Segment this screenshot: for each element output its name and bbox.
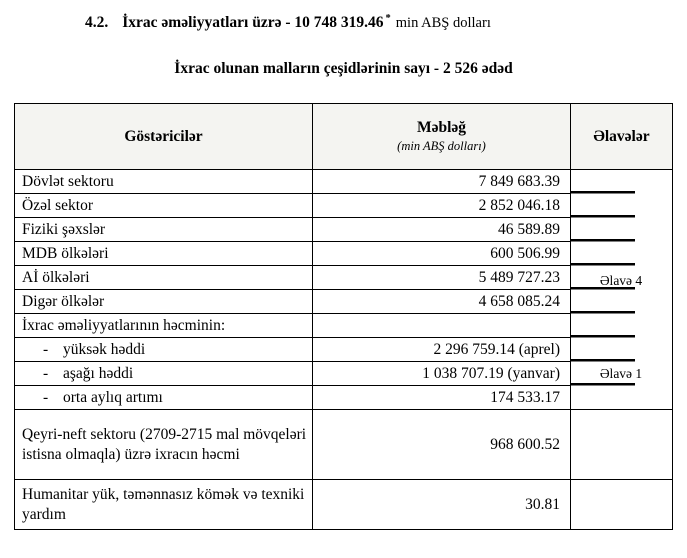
indicator-label: aşağı həddi xyxy=(63,364,134,382)
amount-cell: 5 489 727.23 xyxy=(313,266,571,290)
table-row xyxy=(15,410,673,480)
table-row xyxy=(15,386,673,410)
amount-cell: 1 038 707.19 (yanvar) xyxy=(313,362,571,386)
indicator-cell: Digər ölkələr xyxy=(15,290,313,314)
export-table xyxy=(14,103,673,530)
header-row xyxy=(15,104,673,170)
amount-cell: 46 589.89 xyxy=(313,218,571,242)
indicator-cell: Qeyri-neft sektoru (2709-2715 mal mövqeləri istisna olmaqla) üzrə ixracın həcmi xyxy=(15,410,313,480)
table-row xyxy=(15,170,673,194)
indicator-cell xyxy=(15,362,313,386)
annex-label-4: Əlavə 4 xyxy=(599,273,643,288)
amount-cell xyxy=(313,314,571,338)
indicator-cell: Dövlət sektoru xyxy=(15,170,313,194)
amount-cell: 30.81 xyxy=(313,480,571,530)
indicator-cell xyxy=(15,386,313,410)
section-number: 4.2. xyxy=(85,14,109,32)
annex-cell xyxy=(571,242,673,266)
indicator-label: yüksək həddi xyxy=(63,340,146,358)
table-row xyxy=(15,194,673,218)
table-row xyxy=(15,338,673,362)
table-header xyxy=(15,104,673,170)
dash-bullet: - xyxy=(43,364,49,382)
annex-cell xyxy=(571,338,673,362)
amount-cell: 968 600.52 xyxy=(313,410,571,480)
section-title-unit: min ABŞ dolları xyxy=(395,15,491,32)
indicator-cell: Özəl sektor xyxy=(15,194,313,218)
table-body xyxy=(15,170,673,530)
indicator-label: orta aylıq artımı xyxy=(63,388,163,406)
table-row xyxy=(15,218,673,242)
annex-cell xyxy=(571,290,673,314)
table-row xyxy=(15,314,673,338)
annex-cell xyxy=(571,194,673,218)
annex-cell xyxy=(571,410,673,480)
table-row xyxy=(15,290,673,314)
indicator-cell: Aİ ölkələri xyxy=(15,266,313,290)
annex-cell xyxy=(571,480,673,530)
amount-unit-label: (min ABŞ dolları) xyxy=(397,139,486,153)
dash-bullet: - xyxy=(43,388,49,406)
table-subtitle: İxrac olunan malların çeşidlərinin sayı - 2 526 ədəd xyxy=(174,60,513,77)
amount-cell: 174 533.17 xyxy=(313,386,571,410)
table-row xyxy=(15,242,673,266)
amount-cell: 2 852 046.18 xyxy=(313,194,571,218)
annex-cell xyxy=(571,218,673,242)
annex-cell xyxy=(571,386,673,410)
amount-header-label: Məbləğ xyxy=(416,119,467,136)
annexes-column-header: Əlavələr xyxy=(571,104,673,170)
amount-cell: 600 506.99 xyxy=(313,242,571,266)
indicator-cell: Humanitar yük, təmənnasız kömək və texniki yardım xyxy=(15,480,313,530)
indicator-cell: Fiziki şəxslər xyxy=(15,218,313,242)
dash-bullet: - xyxy=(43,340,49,358)
indicator-cell: MDB ölkələri xyxy=(15,242,313,266)
amount-column-header xyxy=(313,104,571,170)
amount-cell: 4 658 085.24 xyxy=(313,290,571,314)
footnote-marker: * xyxy=(385,13,391,24)
table-row xyxy=(15,480,673,530)
annex-cell xyxy=(571,314,673,338)
indicator-cell: İxrac əməliyyatlarının həcminin: xyxy=(15,314,313,338)
annex-cell xyxy=(571,170,673,194)
annex-label-1: Əlavə 1 xyxy=(599,366,643,381)
amount-cell: 2 296 759.14 (aprel) xyxy=(313,338,571,362)
amount-cell: 7 849 683.39 xyxy=(313,170,571,194)
export-table-wrapper xyxy=(14,103,672,530)
indicators-column-header: Göstəricilər xyxy=(15,104,313,170)
indicator-cell xyxy=(15,338,313,362)
section-title xyxy=(85,13,491,32)
section-title-text: İxrac əməliyyatları üzrə - 10 748 319.46 xyxy=(122,14,384,32)
